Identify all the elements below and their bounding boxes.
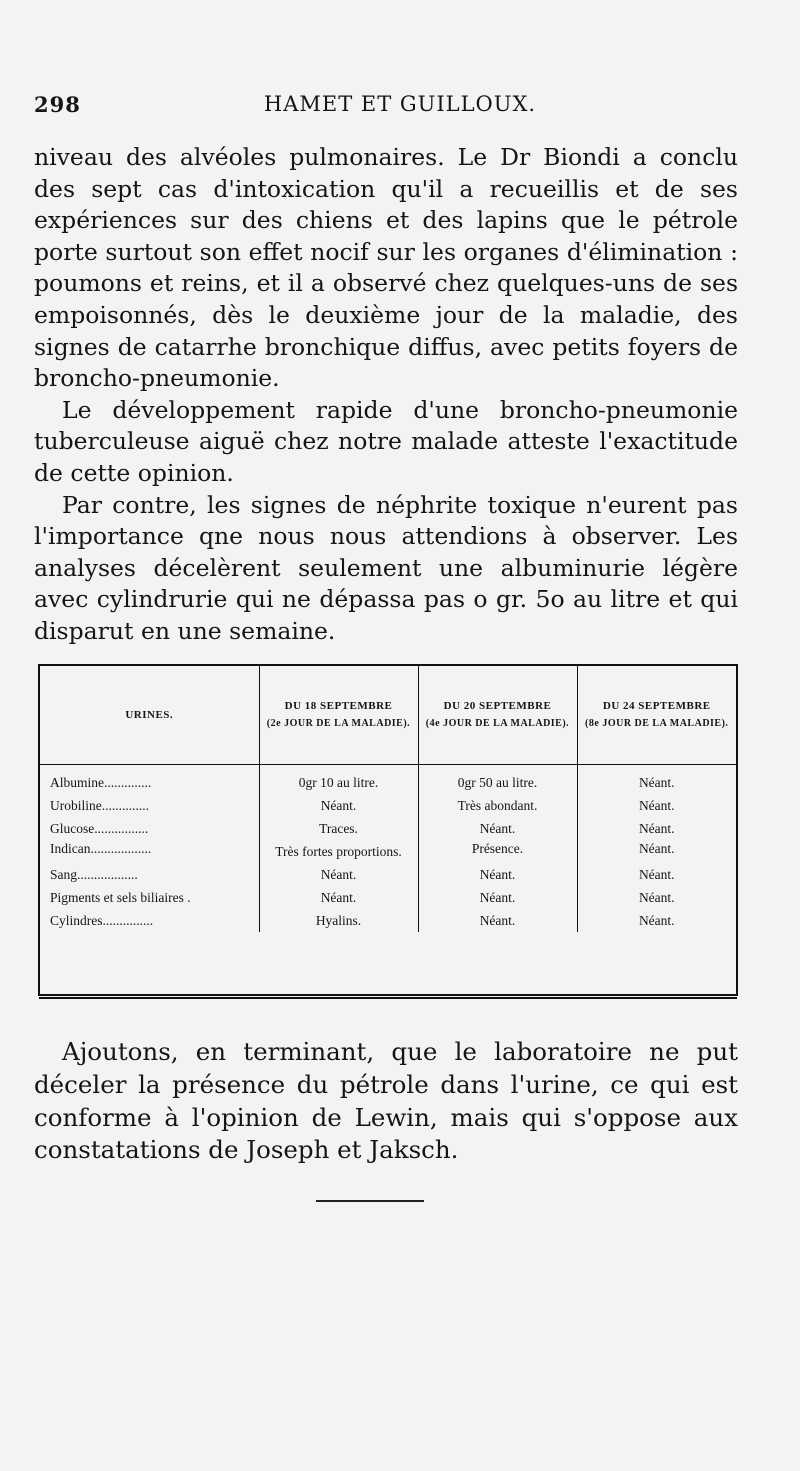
- table-cell: Néant.: [259, 794, 418, 817]
- table-cell: Néant.: [577, 886, 736, 909]
- table-cell: Néant.: [418, 863, 577, 886]
- table-cell: Néant.: [418, 817, 577, 840]
- table-cell: Néant.: [259, 863, 418, 886]
- table-cell: Néant.: [577, 817, 736, 840]
- column-header: DU 18 SEPTEMBRE (2e JOUR DE LA MALADIE).: [259, 666, 418, 765]
- table-cell: Présence.: [418, 840, 577, 863]
- body-text-top: [34, 142, 738, 648]
- body-text-bottom: [34, 1036, 738, 1167]
- table-cell: Néant.: [577, 863, 736, 886]
- table-header-row: [40, 666, 736, 765]
- table-cell: Néant.: [577, 840, 736, 863]
- row-label: Sang..................: [50, 866, 138, 882]
- table-cell: Traces.: [259, 817, 418, 840]
- table-row: [40, 840, 736, 863]
- page-number: 298: [34, 92, 81, 117]
- column-header: DU 24 SEPTEMBRE (8e JOUR DE LA MALADIE).: [577, 666, 736, 765]
- end-rule: [316, 1200, 424, 1202]
- table-row: [40, 863, 736, 886]
- table-cell: Néant.: [418, 886, 577, 909]
- table-cell: Néant.: [259, 886, 418, 909]
- table-cell: Hyalins.: [259, 909, 418, 932]
- table-corner-header: URINES.: [40, 666, 259, 765]
- paragraph: niveau des alvéoles pulmonaires. Le Dr Biondi a conclu des sept cas d'intoxication qu'il a recueillis et de ses expériences sur des chiens et des lapins que le pétrole porte surtout son effet nocif sur les organes d'élimination : poumons et reins, et il a observé chez quelques-uns de ses empoisonnés, dès le deuxième jour de la maladie, des signes de catarrhe bronchique diffus, avec petits foyers de broncho-pneumonie.: [34, 143, 738, 393]
- paragraph: Par contre, les signes de néphrite toxique n'eurent pas l'importance qne nous nous attendions à observer. Les analyses décelèrent seulement une albuminurie légère avec cylindrurie qui ne dépassa pas o gr. 5o au litre et qui disparut en une semaine.: [34, 490, 738, 645]
- table-row: [40, 765, 736, 795]
- table-row: [40, 794, 736, 817]
- row-label: Pigments et sels biliaires .: [50, 889, 191, 905]
- table-row: [40, 886, 736, 909]
- table-cell: Très fortes proportions.: [259, 840, 418, 863]
- row-label: Urobiline..............: [50, 797, 149, 813]
- table-cell: 0gr 10 au litre.: [259, 765, 418, 795]
- table-cell: 0gr 50 au litre.: [418, 765, 577, 795]
- table-cell: Néant.: [577, 794, 736, 817]
- column-header: DU 20 SEPTEMBRE (4e JOUR DE LA MALADIE).: [418, 666, 577, 765]
- table-cell: Très abondant.: [418, 794, 577, 817]
- running-head: [34, 92, 766, 122]
- row-label: Indican..................: [50, 841, 152, 856]
- row-label: Albumine..............: [50, 774, 152, 790]
- table-row: [40, 909, 736, 932]
- table-cell: Néant.: [418, 909, 577, 932]
- running-title: HAMET ET GUILLOUX.: [263, 92, 537, 116]
- paragraph: Le développement rapide d'une broncho-pneumonie tuberculeuse aiguë chez notre malade atteste l'exactitude de cette opinion.: [34, 395, 738, 487]
- table-row: [40, 817, 736, 840]
- row-label: Glucose................: [50, 820, 149, 836]
- row-label: Cylindres...............: [50, 912, 154, 928]
- urine-analysis-table: [38, 664, 738, 996]
- paragraph: Ajoutons, en terminant, que le laboratoire ne put déceler la présence du pétrole dans l'urine, ce qui est conforme à l'opinion de Lewin, mais qui s'oppose aux constatations de Joseph et Jaksch.: [34, 1037, 738, 1165]
- table-cell: Néant.: [577, 765, 736, 795]
- table-cell: Néant.: [577, 909, 736, 932]
